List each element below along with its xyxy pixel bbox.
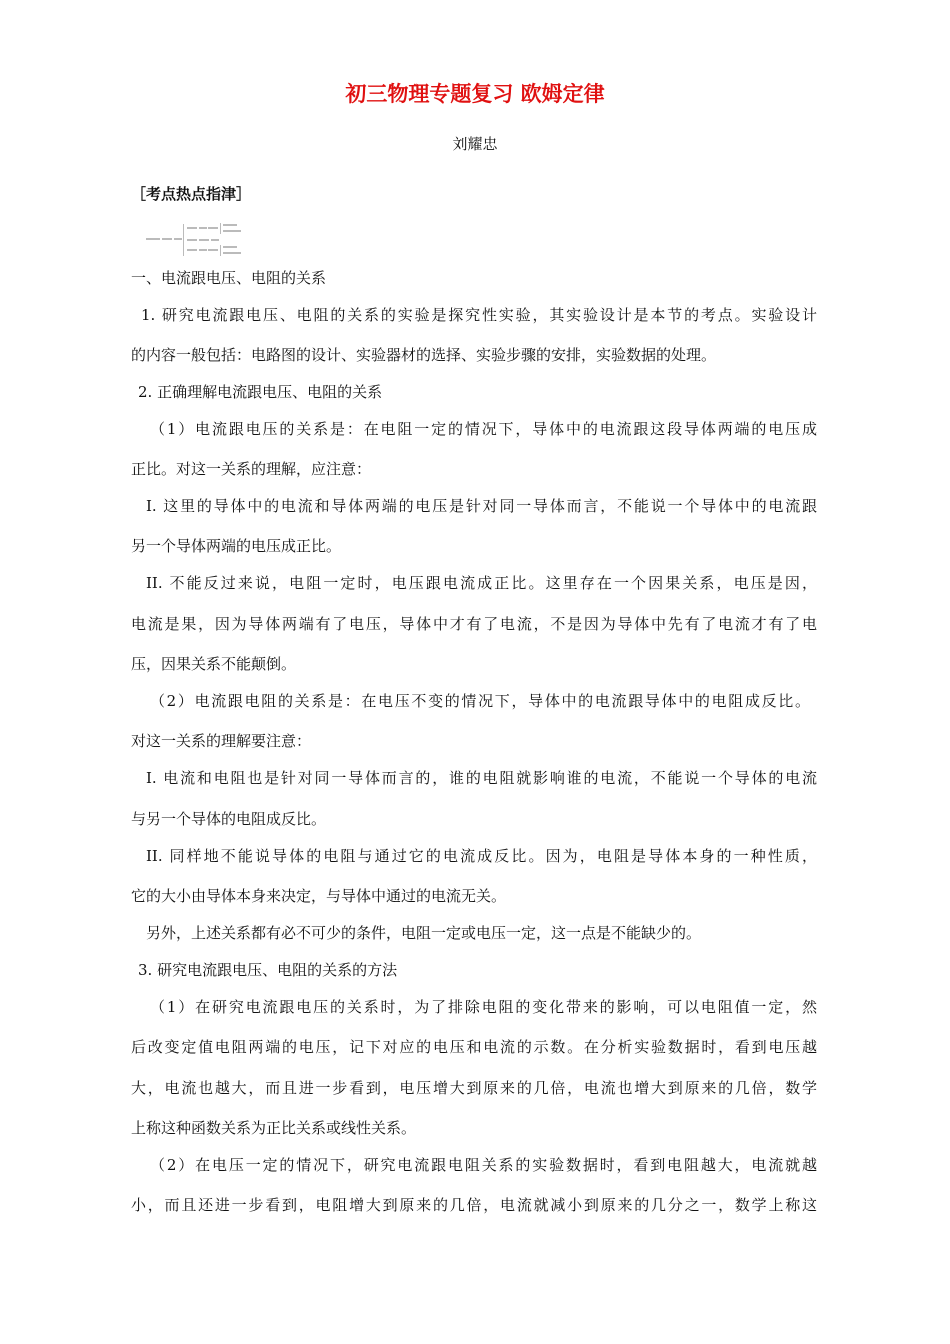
paragraph-line: 后改变定值电阻两端的电压，记下对应的电压和电流的示数。在分析实验数据时，看到电压越 [131, 1038, 817, 1056]
section-1-heading: 一、电流跟电压、电阻的关系 [131, 269, 327, 287]
paragraph-line: 与另一个导体的电阻成反比。 [131, 810, 327, 828]
paragraph-line: 大，电流也越大，而且进一步看到，电压增大到原来的几倍，电流也增大到原来的几倍，数学 [131, 1079, 817, 1097]
paragraph-line: I. 电流和电阻也是针对同一导体而言的，谁的电阻就影响谁的电流，不能说一个导体的电流 [146, 769, 817, 787]
author-name: 刘耀忠 [452, 135, 498, 153]
paragraph-line: （2）在电压一定的情况下，研究电流跟电阻关系的实验数据时，看到电阻越大，电流就越 [150, 1156, 817, 1174]
paragraph-line: 的内容一般包括：电路图的设计、实验器材的选择、实验步骤的安排，实验数据的处理。 [131, 346, 717, 364]
paragraph-line: 另一个导体两端的电压成正比。 [131, 537, 342, 555]
paragraph-line: 对这一关系的理解要注意： [131, 732, 312, 750]
paragraph-line: 1. 研究电流跟电压、电阻的关系的实验是探究性实验，其实验设计是本节的考点。实验设计 [141, 306, 817, 324]
paragraph-line: 上称这种函数关系为正比关系或线性关系。 [131, 1119, 417, 1137]
subheading: 3. 研究电流跟电压、电阻的关系的方法 [138, 961, 398, 979]
paragraph-line: （1）电流跟电压的关系是：在电阻一定的情况下，导体中的电流跟这段导体两端的电压成 [150, 420, 817, 438]
paragraph-line: 压，因果关系不能颠倒。 [131, 655, 297, 673]
summary-formula-image [146, 222, 281, 258]
document-title: 初三物理专题复习 欧姆定律 [345, 82, 605, 106]
paragraph-line: I. 这里的导体中的电流和导体两端的电压是针对同一导体而言，不能说一个导体中的电流跟 [146, 497, 817, 515]
paragraph-line: 另外，上述关系都有必不可少的条件，电阻一定或电压一定，这一点是不能缺少的。 [146, 924, 702, 942]
section-heading: ［考点热点指津］ [131, 185, 252, 203]
paragraph-line: （1）在研究电流跟电压的关系时，为了排除电阻的变化带来的影响，可以电阻值一定，然 [150, 998, 817, 1016]
paragraph-line: （2）电流跟电阻的关系是：在电压不变的情况下，导体中的电流跟导体中的电阻成反比。 [150, 692, 810, 710]
paragraph-line: 电流是果，因为导体两端有了电压，导体中才有了电流，不是因为导体中先有了电流才有了电 [131, 615, 817, 633]
paragraph-line: 它的大小由导体本身来决定，与导体中通过的电流无关。 [131, 887, 507, 905]
paragraph-line: 小，而且还进一步看到，电阻增大到原来的几倍，电流就减小到原来的几分之一，数学上称这 [131, 1196, 817, 1214]
paragraph-line: 正比。对这一关系的理解，应注意： [131, 460, 372, 478]
subheading: 2. 正确理解电流跟电压、电阻的关系 [138, 383, 383, 401]
paragraph-line: II. 同样地不能说导体的电阻与通过它的电流成反比。因为，电阻是导体本身的一种性质， [146, 847, 817, 865]
paragraph-line: II. 不能反过来说，电阻一定时，电压跟电流成正比。这里存在一个因果关系，电压是因， [146, 574, 817, 592]
